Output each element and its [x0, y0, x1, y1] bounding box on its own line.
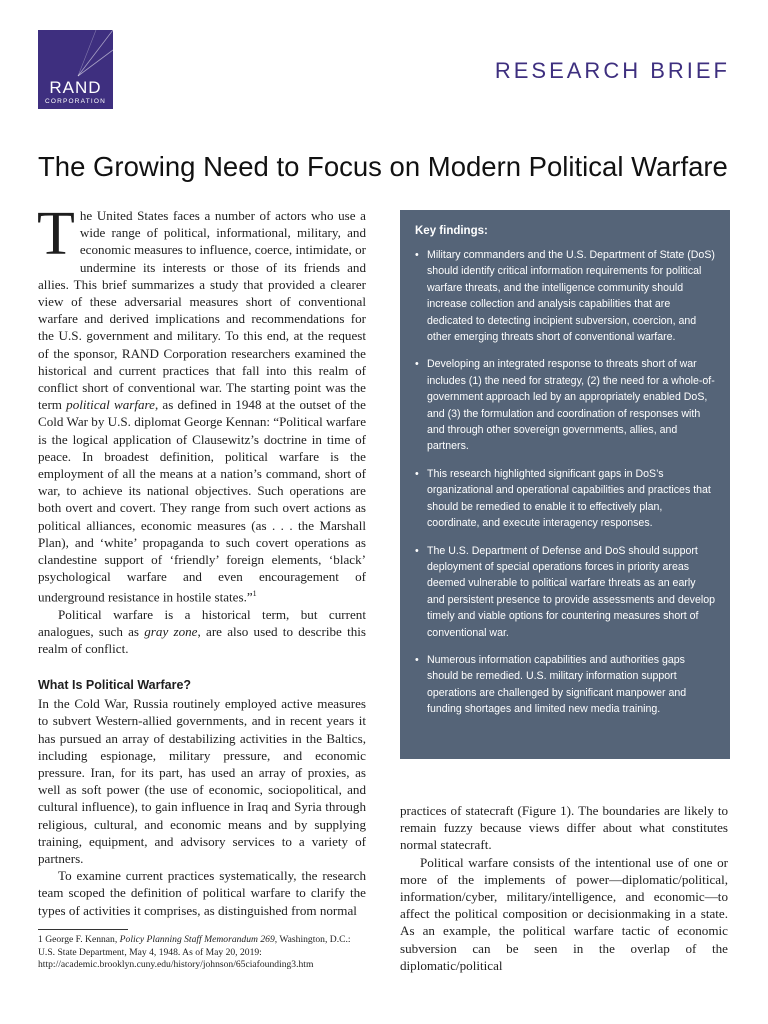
document-type-label: RESEARCH BRIEF: [494, 58, 730, 83]
logo-name: RAND: [49, 78, 102, 97]
finding-item: [415, 247, 715, 345]
footnote: [38, 934, 366, 972]
intro-text-1a: he United States faces a number of actors who use a wide range of political, informational, military, and economic measures to influence, coerce, intimidate, or undermine its interests or those of its friends and allies. This brief summarizes a study that provided a clearer view of these adversarial measures short of conventional warfare and derived implications and recommendations for the U.S. government and military. To this end, at the request of the sponsor, RAND Corporation researchers examined the historical and current practices that fall into this realm of conflict short of conventional war. The starting point was the term: [38, 208, 367, 413]
drop-cap: T: [37, 200, 75, 268]
section-paragraph-1: In the Cold War, Russia routinely employed active measures to subvert Western-allied governments, and in recent years it has pursued an array of destabilizing activities in the Baltics, including espionage, military pressure, and economic pressure. Iran, for its part, has used an array of proxies, as well as soft power (the use of economic, sociopolitical, and cultural influence), to gain influence in Iraq and Syria through religious, cultural, and economic means and by supplying training, equipment, and advisory services to a variety of partners.: [38, 696, 366, 867]
intro-section: [37, 200, 367, 658]
bullet-icon: •: [415, 544, 419, 557]
section-heading: What Is Political Warfare?: [38, 678, 192, 692]
intro-text-2b: , are also used to describe this realm of conflict.: [38, 624, 367, 657]
intro-term-political-warfare: political warfare: [66, 397, 155, 413]
section-paragraph-2: To examine current practices systematically, the research team scoped the definition of political warfare to clarify the types of activities it comprises, as distinguished from normal: [38, 868, 366, 918]
rand-logo: [38, 30, 113, 109]
intro-text-2a: Political warfare is a historical term, but current analogues, such as: [38, 607, 366, 640]
bullet-icon: •: [415, 249, 419, 261]
intro-text-1b: , as defined in 1948 at the outset of the Cold War by U.S. diplomat George Kennan: “Political warfare is the logical application of Clausewitz’s doctrine in time of peace. In broadest definition, political warfare is the employment of all the means at a nation’s command, short of war, to achieve its national objectives. Such operations are both overt and covert. They range from such overt actions as political alliances, economic measures (as . . . the Marshall Plan), and ‘white’ propaganda to such covert operations as clandestine support of ‘friendly’ foreign elements, ‘black’ psychological warfare and even encouragement of underground resistance in hostile states.”: [38, 397, 366, 605]
key-findings-box: [400, 210, 730, 759]
finding-text: Developing an integrated response to threats short of war includes (1) the need for strategy, (2) the need for a whole-of-government approach led by an appropriately enabled DoS, and (3) the formulation and coordination of responses with and through other sovereign governments, allies, and partners.: [427, 358, 715, 453]
footnote-text: [38, 934, 366, 972]
finding-text: Military commanders and the U.S. Department of State (DoS) should identify critical information requirements for political warfare threats, and the intelligence community should increase collection and analysis capabilities that are dedicated to detecting incipient subversion, coercion, and other emerging threats short of conventional warfare.: [427, 249, 715, 344]
right-column-text: [400, 802, 728, 974]
intro-term-gray-zone: gray zone: [144, 624, 198, 640]
what-is-section: [38, 677, 366, 919]
bullet-icon: •: [415, 653, 419, 666]
right-paragraph-2: Political warfare consists of the intentional use of one or more of the implements of power—diplomatic/political, information/cyber, military/intelligence, and economic—to affect the political composition or decisionmaking in a state. As an example, the political warfare tactic of economic subversion can be seen in the overlap of the diplomatic/political: [400, 854, 728, 973]
footnote-text-a: 1 George F. Kennan,: [38, 934, 120, 945]
finding-text: Numerous information capabilities and authorities gaps should be remedied. U.S. military information support operations are challenged by significant manpower and funding shortages and limited new media training.: [427, 653, 687, 716]
finding-item: [415, 466, 715, 532]
key-findings-list: [415, 247, 715, 718]
footnote-text-b: , Washington, D.C.: U.S. State Department, May 4, 1948. As of May 20, 2019:: [38, 934, 351, 958]
footnote-url[interactable]: http://academic.brooklyn.cuny.edu/history/johnson/65ciafounding3.htm: [38, 959, 314, 971]
key-findings-title: Key findings:: [415, 225, 488, 237]
finding-text: This research highlighted significant gaps in DoS’s organizational and operational capabilities and practices that should be remedied to enable it to effectively plan, coordinate, and execute interagency responses.: [427, 467, 711, 530]
bullet-icon: •: [415, 358, 419, 371]
intro-paragraph-1: [37, 200, 367, 606]
footnote-ref-1[interactable]: 1: [252, 589, 257, 599]
finding-item: [415, 356, 715, 454]
footnote-title: Policy Planning Staff Memorandum 269: [119, 934, 275, 945]
bullet-icon: •: [415, 467, 419, 480]
logo-subtitle: CORPORATION: [44, 98, 107, 105]
footnote-divider: [38, 929, 128, 930]
intro-paragraph-2: [38, 606, 366, 658]
finding-item: [415, 543, 715, 641]
page-title: The Growing Need to Focus on Modern Political Warfare: [38, 151, 728, 182]
finding-item: [415, 652, 715, 718]
right-paragraph-1: practices of statecraft (Figure 1). The boundaries are likely to remain fuzzy because views differ about what constitutes normal statecraft.: [400, 803, 728, 853]
finding-text: The U.S. Department of Defense and DoS should support deployment of special operations forces in priority areas deemed vulnerable to political warfare threats as an early and persistent presence to provide assessments and develop timely and viable options for countering measures short of conventional war.: [427, 544, 715, 639]
